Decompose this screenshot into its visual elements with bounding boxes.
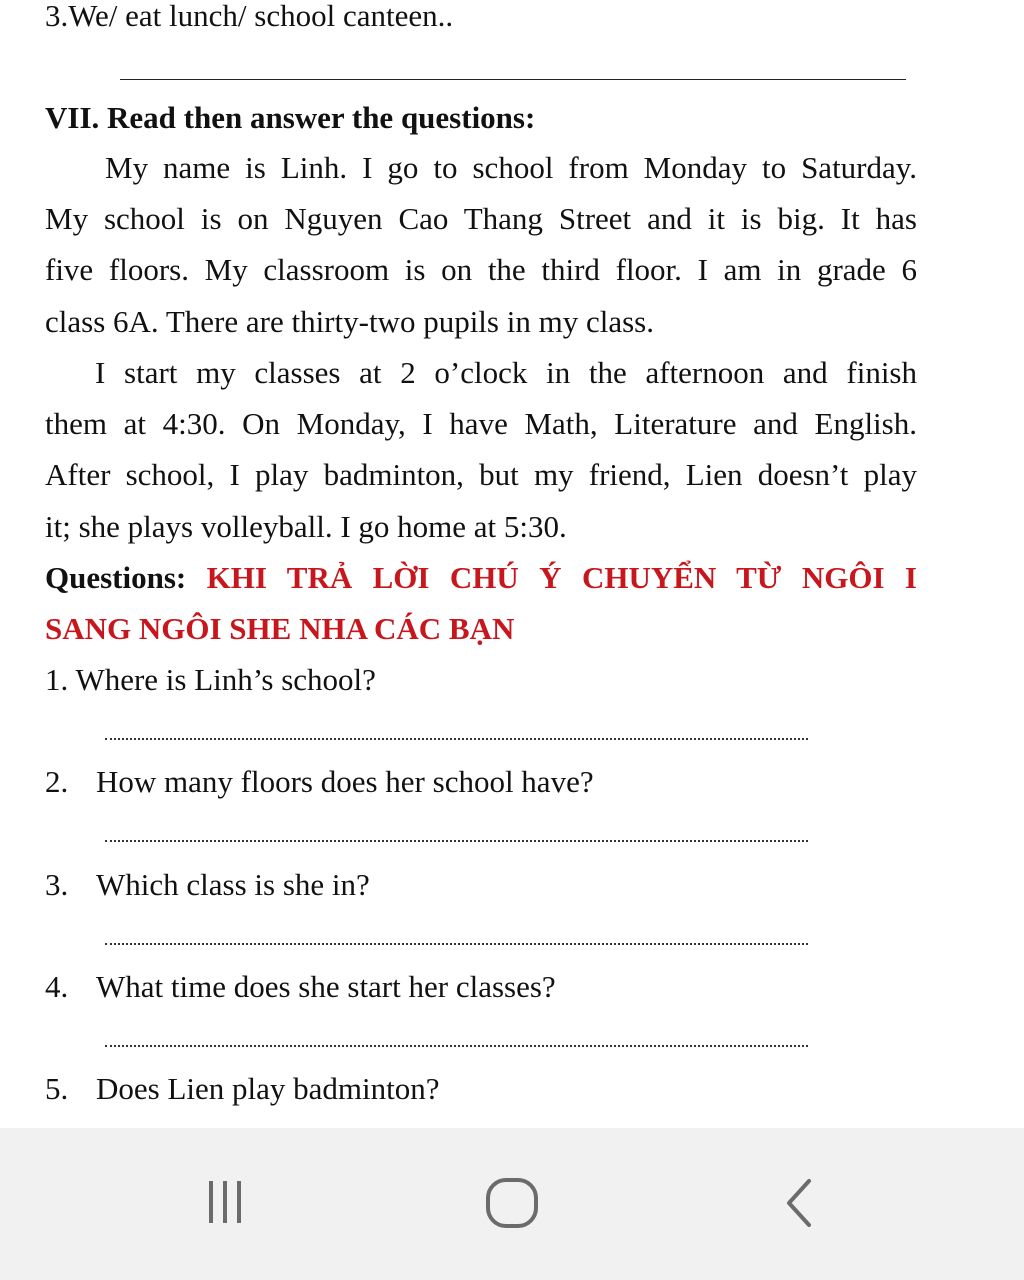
question-text: Which class is she in?: [96, 867, 370, 902]
question-number: 4.: [45, 969, 69, 1004]
passage-line: five floors. My classroom is on the third floor. I am in grade 6: [45, 252, 917, 287]
answer-line: [105, 1045, 808, 1047]
home-icon: [482, 1173, 542, 1233]
passage-line: I start my classes at 2 o’clock in the afternoon and finish: [95, 355, 917, 390]
recent-apps-icon: [195, 1173, 255, 1233]
question-item: [45, 969, 556, 1005]
note-text: SANG NGÔI SHE NHA CÁC BẠN: [45, 611, 515, 646]
passage-line: After school, I play badminton, but my friend, Lien doesn’t play: [45, 457, 917, 492]
answer-line: [105, 738, 808, 740]
question-number: 2.: [45, 764, 69, 799]
answer-line: [105, 943, 808, 945]
question-number: 5.: [45, 1071, 69, 1106]
questions-heading-line: [45, 560, 917, 596]
passage-line: My school is on Nguyen Cao Thang Street and it is big. It has: [45, 201, 917, 236]
home-button[interactable]: [452, 1158, 572, 1248]
passage-line: it; she plays volleyball. I go home at 5:30.: [45, 509, 567, 544]
questions-label: Questions:: [45, 560, 187, 595]
question-text: What time does she start her classes?: [96, 969, 556, 1004]
exercise-line: 3.We/ eat lunch/ school canteen..: [45, 0, 454, 33]
question-text: Where is Linh’s school?: [75, 662, 376, 697]
passage-line: My name is Linh. I go to school from Monday to Saturday.: [105, 150, 917, 185]
question-number: 1.: [45, 662, 69, 697]
answer-line: [105, 840, 808, 842]
question-item: [45, 1071, 440, 1107]
passage-line: class 6A. There are thirty-two pupils in my class.: [45, 304, 654, 339]
answer-line: [120, 79, 906, 80]
back-icon: [769, 1173, 829, 1233]
question-text: Does Lien play badminton?: [96, 1071, 440, 1106]
question-item: [45, 662, 376, 698]
question-item: [45, 867, 370, 903]
question-item: [45, 764, 594, 800]
section-heading: VII. Read then answer the questions:: [45, 100, 536, 135]
question-text: How many floors does her school have?: [96, 764, 594, 799]
note-text: KHI TRẢ LỜI CHÚ Ý CHUYỂN TỪ NGÔI I: [206, 560, 918, 595]
back-button[interactable]: [739, 1158, 859, 1248]
question-number: 3.: [45, 867, 69, 902]
navigation-bar: [0, 1128, 1024, 1280]
recent-apps-button[interactable]: [165, 1158, 285, 1248]
passage-line: them at 4:30. On Monday, I have Math, Literature and English.: [45, 406, 917, 441]
